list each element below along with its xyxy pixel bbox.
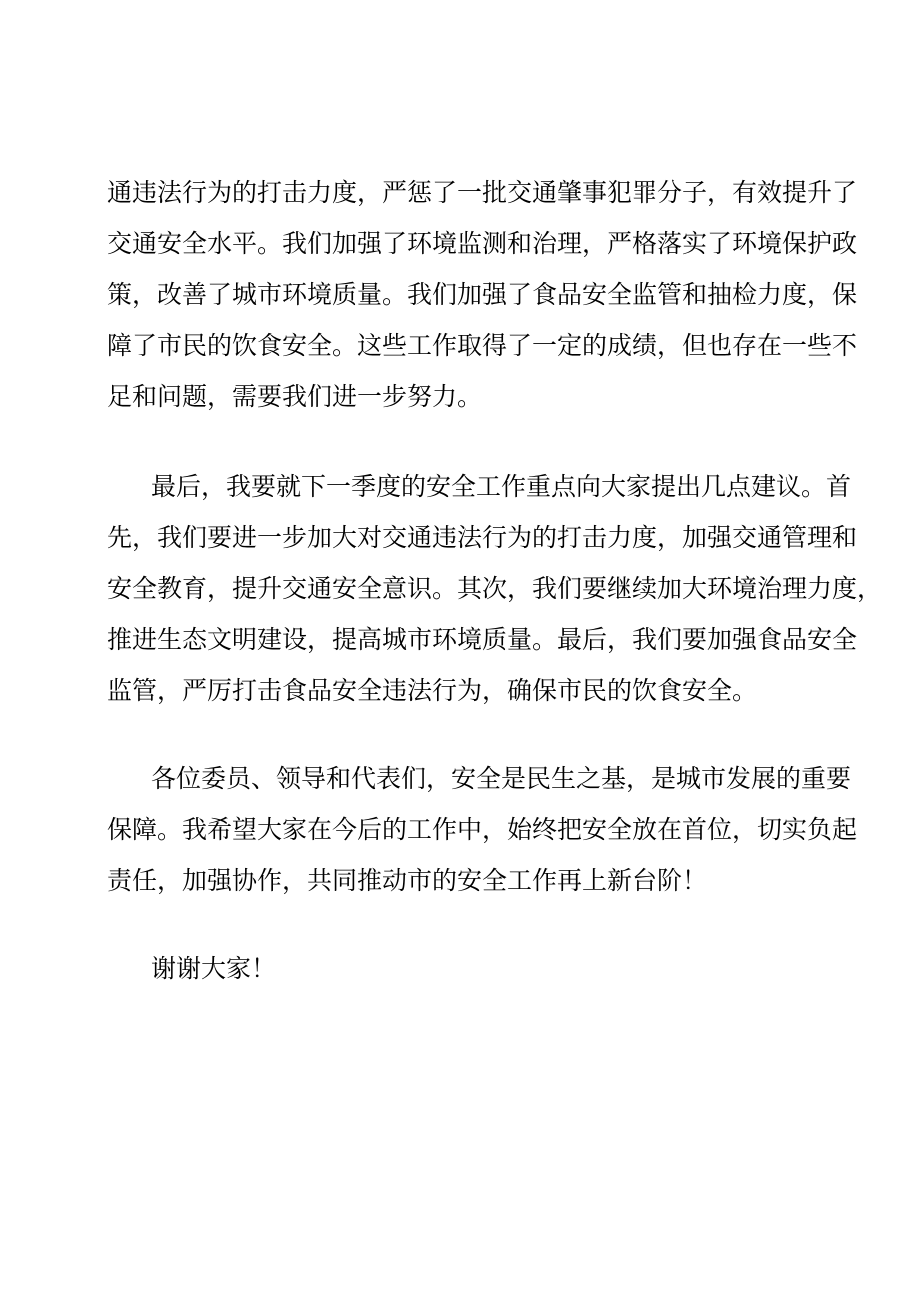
text-line: 安全教育，提升交通安全意识。其次，我们要继续加大环境治理力度，	[107, 574, 883, 603]
text-line: 交通安全水平。我们加强了环境监测和治理，严格落实了环境保护政	[107, 229, 858, 258]
text-line: 先，我们要进一步加大对交通违法行为的打击力度，加强交通管理和	[107, 523, 858, 552]
text-line: 障了市民的饮食安全。这些工作取得了一定的成绩，但也存在一些不	[107, 331, 858, 360]
text-line: 保障。我希望大家在今后的工作中，始终把安全放在首位，切实负起	[107, 815, 858, 844]
text-line: 推进生态文明建设，提高城市环境质量。最后，我们要加强食品安全	[107, 625, 858, 654]
text-line: 监管，严厉打击食品安全违法行为，确保市民的饮食安全。	[107, 676, 758, 705]
text-line: 足和问题，需要我们进一步努力。	[107, 382, 483, 411]
text-line: 通违法行为的打击力度，严惩了一批交通肇事犯罪分子，有效提升了	[107, 178, 858, 207]
closing-line: 谢谢大家！	[151, 954, 277, 983]
text-line: 最后，我要就下一季度的安全工作重点向大家提出几点建议。首	[151, 472, 852, 501]
text-line: 策，改善了城市环境质量。我们加强了食品安全监管和抽检力度，保	[107, 280, 858, 309]
text-line: 各位委员、领导和代表们，安全是民生之基，是城市发展的重要	[151, 764, 852, 793]
text-line: 责任，加强协作，共同推动市的安全工作再上新台阶！	[107, 866, 708, 895]
